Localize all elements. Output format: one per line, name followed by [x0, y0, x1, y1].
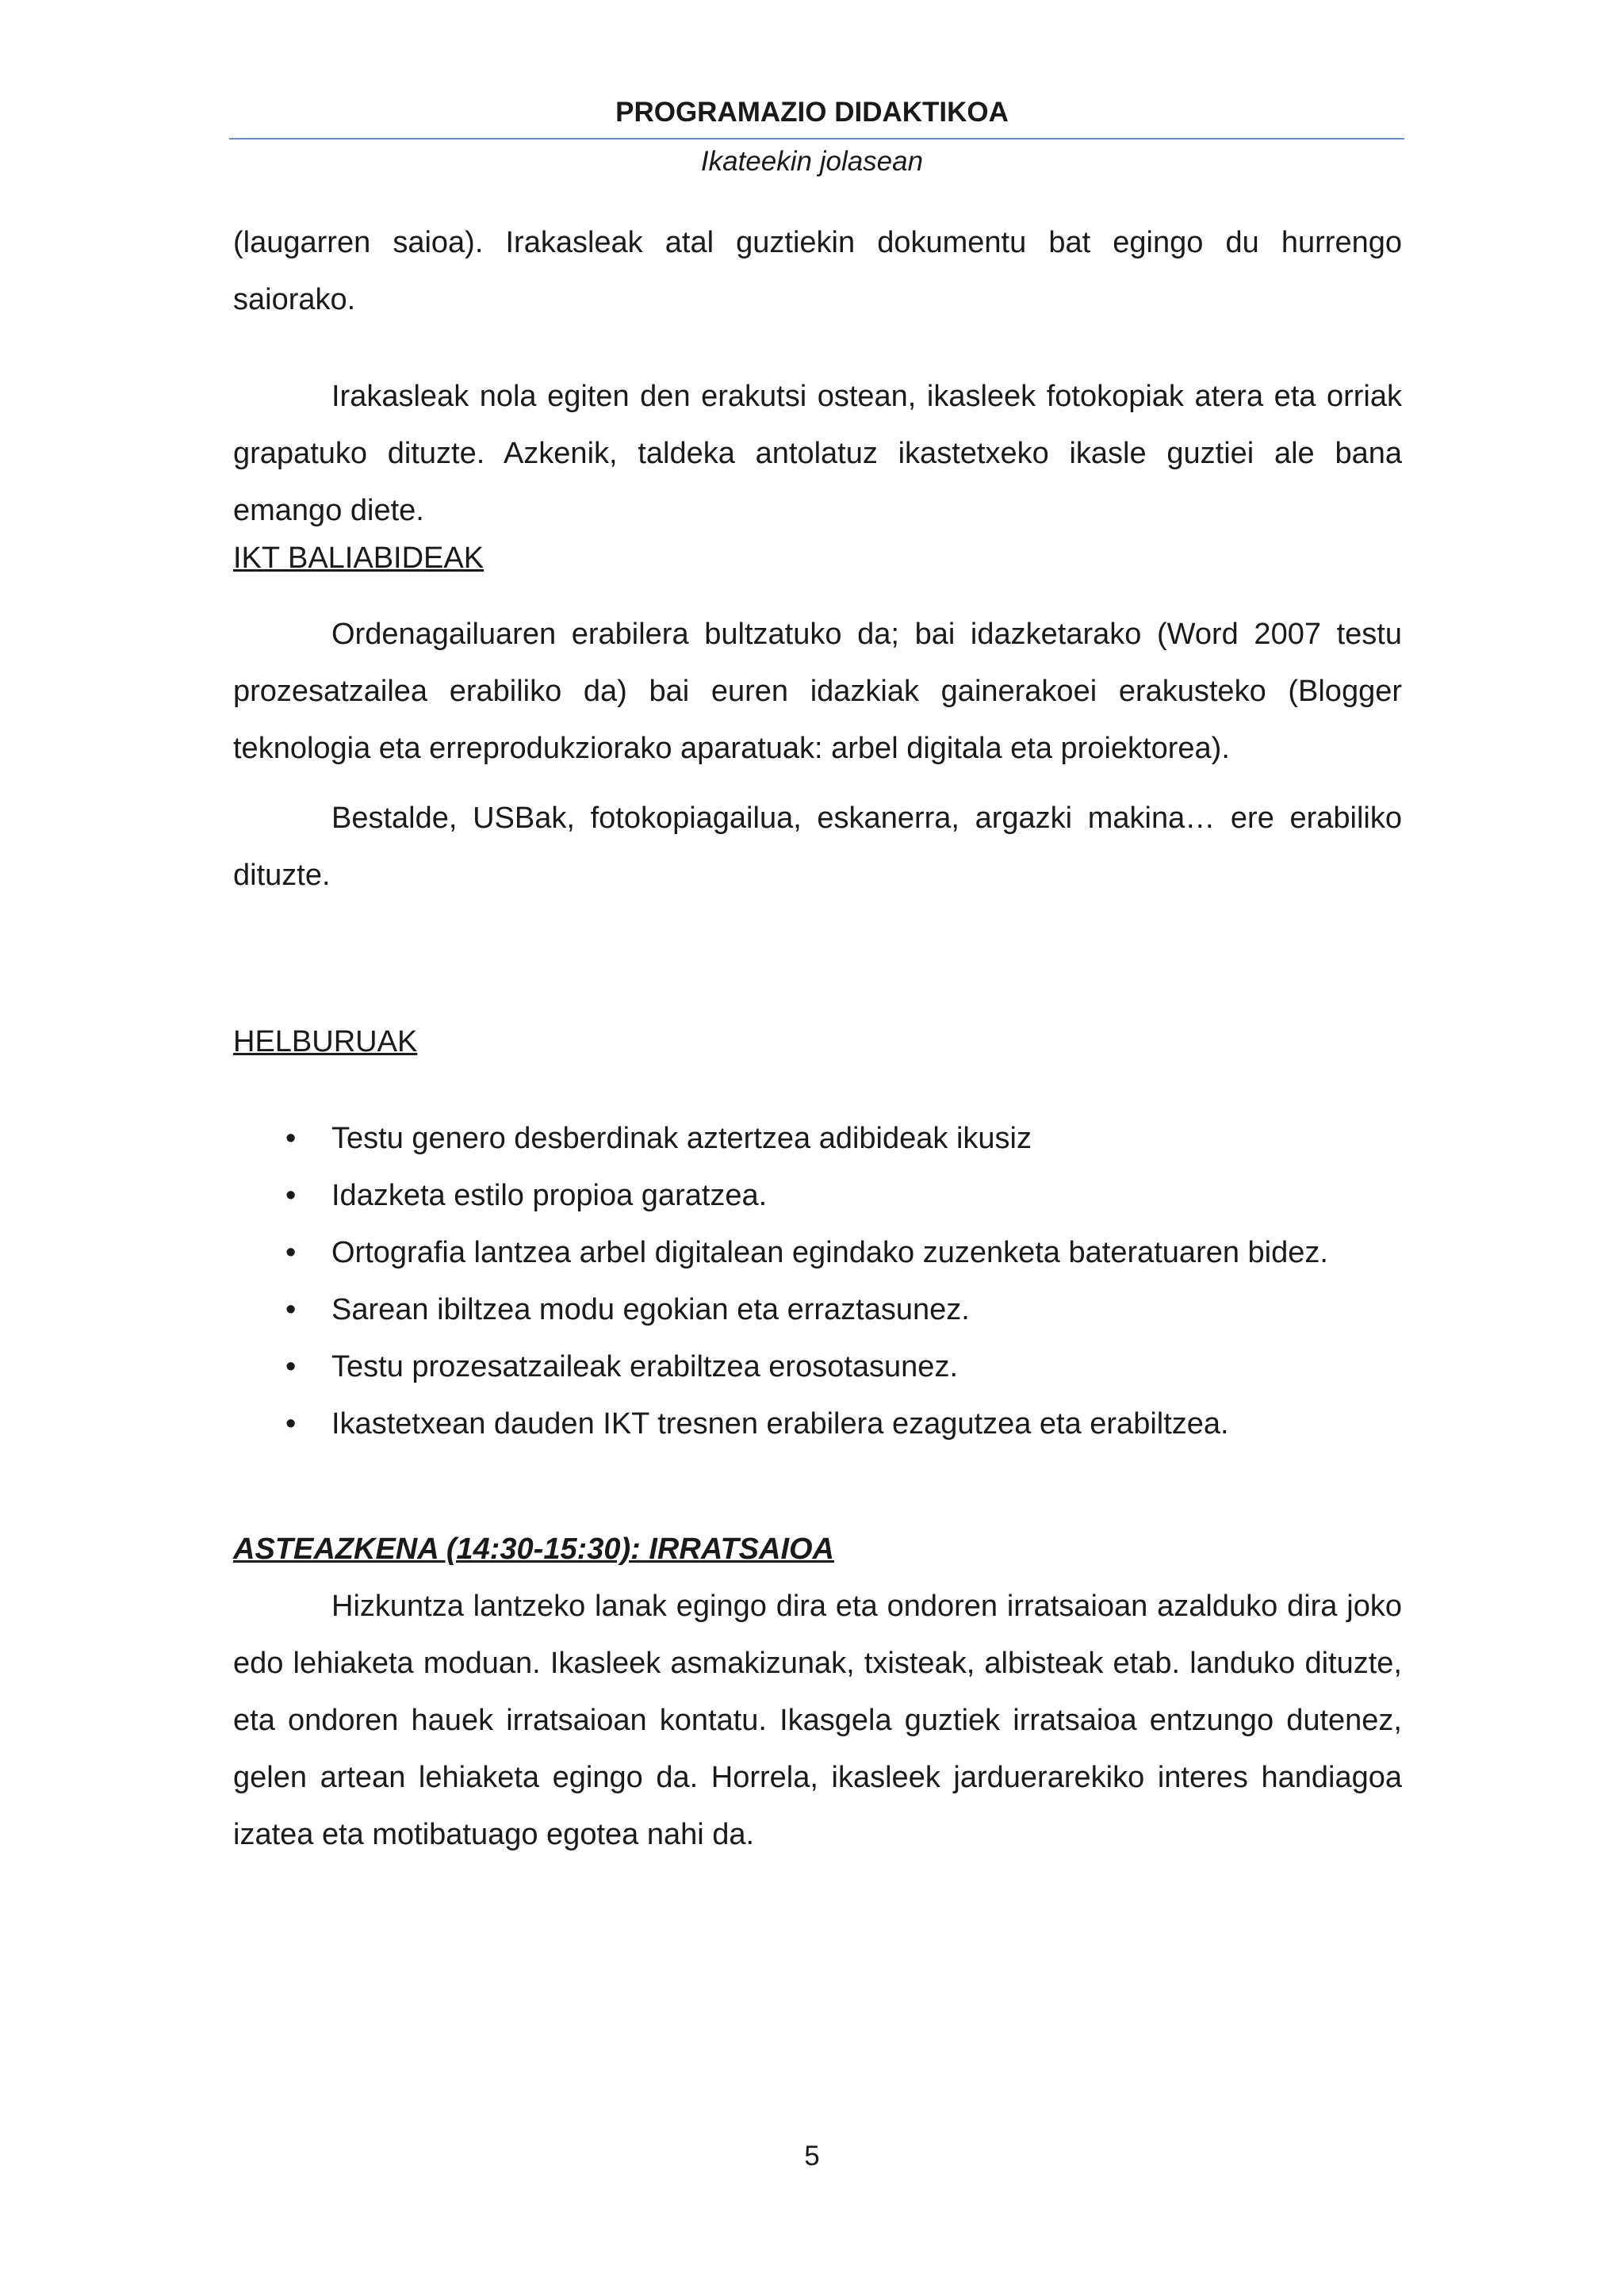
section-heading-session: [233, 1521, 1402, 1578]
bullet-icon: •: [285, 1293, 297, 1326]
paragraph-radio-show: Hizkuntza lantzeko lanak egingo dira eta ondoren irratsaioan azalduko dira joko edo lehiaketa moduan. Ikasleek asmakizunak, txisteak, albisteak etab. landuko dituzte, eta ondoren hauek irratsaioan kontatu. Ikasgela guztiek irratsaioa entzungo dutenez, gelen artean lehiaketa egingo da. Horrela, ikasleek jarduerarekiko interes handiagoa izatea eta motibatuago egotea nahi da.: [233, 1590, 1402, 1851]
section-heading-session-text: ASTEAZKENA (14:30-15:30): IRRATSAIOA: [233, 1533, 834, 1566]
bullet-icon: •: [285, 1236, 297, 1269]
paragraph-photocopies: Irakasleak nola egiten den erakutsi ostean, ikasleek fotokopiak atera eta orriak grapatuko dituzte. Azkenik, taldeka antolatuz ikastetxeko ikasle guztiei ale bana emango diete.: [233, 380, 1402, 527]
goal-text: Ortografia lantzea arbel digitalean egindako zuzenketa bateratuaren bidez.: [331, 1236, 1328, 1269]
page-header-title: PROGRAMAZIO DIDAKTIKOA: [615, 97, 1009, 128]
goal-text: Sarean ibiltzea modu egokian eta erraztasunez.: [331, 1293, 970, 1326]
section-heading-goals: [233, 1013, 1402, 1070]
section-heading-goals-text: HELBURUAK: [233, 1025, 418, 1058]
header-divider: [229, 138, 1404, 140]
goal-text: Idazketa estilo propioa garatzea.: [331, 1179, 768, 1212]
bullet-icon: •: [285, 1350, 297, 1383]
section-heading-ikt: [233, 530, 1402, 587]
page-header-subtitle: Ikateekin jolasean: [700, 146, 924, 177]
bullet-icon: •: [285, 1407, 297, 1441]
paragraph-computer-use: Ordenagailuaren erabilera bultzatuko da; bai idazketarako (Word 2007 testu prozesatzailea erabiliko da) bai euren idazkiak gainerakoei erakusteko (Blogger teknologia eta erreprodukziorako aparatuak: arbel digitala eta proiektorea).: [233, 618, 1402, 765]
goal-text: Testu prozesatzaileak erabiltzea erosotasunez.: [331, 1350, 959, 1383]
list-item: [233, 1224, 1402, 1281]
page-number: 5: [804, 2141, 820, 2172]
bullet-icon: •: [285, 1122, 297, 1155]
bullet-icon: •: [285, 1179, 297, 1212]
paragraph-continued: (laugarren saioa). Irakasleak atal guztiekin dokumentu bat egingo du hurrengo saiorako.: [233, 226, 1402, 316]
list-item: [233, 1338, 1402, 1395]
list-item: [233, 1110, 1402, 1167]
goal-text: Testu genero desberdinak aztertzea adibideak ikusiz: [331, 1122, 1032, 1155]
list-item: [233, 1395, 1402, 1452]
document-body: [233, 214, 1402, 1863]
list-item: [233, 1281, 1402, 1338]
paragraph-devices: Bestalde, USBak, fotokopiagailua, eskanerra, argazki makina… ere erabiliko dituzte.: [233, 802, 1402, 892]
goals-list: [233, 1110, 1402, 1452]
section-heading-ikt-text: IKT BALIABIDEAK: [233, 541, 485, 575]
list-item: [233, 1167, 1402, 1224]
goal-text: Ikastetxean dauden IKT tresnen erabilera ezagutzea eta erabiltzea.: [331, 1407, 1229, 1441]
